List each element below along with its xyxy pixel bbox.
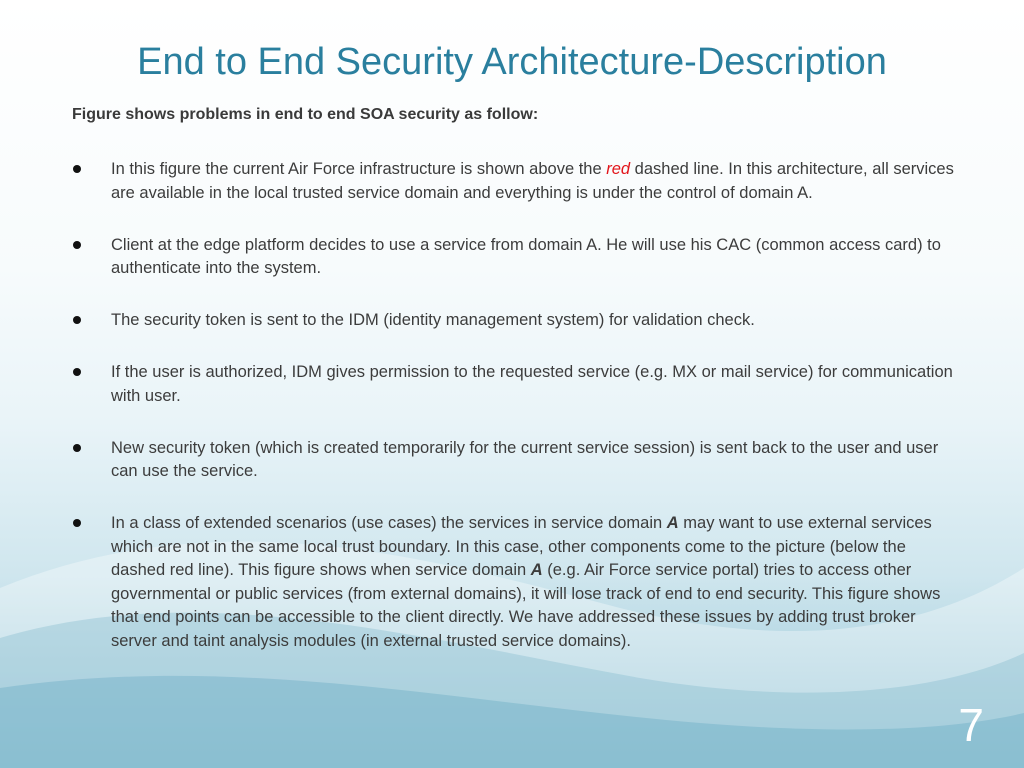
bullet-item-5 — [72, 437, 962, 484]
bullet-1-text-part-1: In this figure the current Air Force infrastructure is shown above the — [111, 160, 607, 178]
page-number: 7 — [958, 699, 984, 751]
bullet-3-text: The security token is sent to the IDM (identity management system) for validation check. — [111, 311, 755, 329]
bullet-dot-icon — [73, 165, 81, 173]
slide-title: End to End Security Architecture-Description — [137, 41, 887, 83]
bullet-5-text: New security token (which is created temporarily for the current service session) is sent back to the user and user can use the service. — [111, 438, 939, 480]
bullet-item-1 — [72, 158, 962, 205]
bullet-6-text-part-3: (e.g. Air Force service portal) tries to access other governmental or public services (from external domains), it will lose track of end to end security. This figure shows that end points can be accessible to the client directly. We have addressed these issues by adding trust broker server and taint analysis modules (in external trusted service domains). — [111, 561, 941, 650]
bullet-1-red-word: red — [606, 160, 631, 178]
bullet-dot-icon — [73, 241, 81, 249]
bullet-4-text: If the user is authorized, IDM gives permission to the requested service (e.g. MX or mail service) for communication with user. — [111, 363, 953, 405]
bullet-6-domain-a-2: A — [530, 561, 543, 579]
bullet-dot-icon — [73, 444, 81, 452]
bullet-2-text: Client at the edge platform decides to use a service from domain A. He will use his CAC (common access card) to authenticate into the system. — [111, 235, 941, 277]
bullet-6-text-part-2: may want to use external services which are not in the same local trust boundary. In this case, other components come to the picture (below the dashed red line). This figure shows when service domain — [111, 514, 932, 579]
bullet-6-text-part-1: In a class of extended scenarios (use cases) the services in service domain — [111, 514, 667, 532]
intro-text: Figure shows problems in end to end SOA security as follow: — [72, 106, 539, 123]
bullet-item-4 — [72, 361, 962, 408]
bullet-item-2 — [72, 234, 962, 281]
bullet-6-domain-a-1: A — [666, 514, 679, 532]
bullet-dot-icon — [73, 519, 81, 527]
bullet-item-6 — [72, 512, 962, 653]
bullet-item-3 — [72, 309, 962, 333]
bullet-1-text-part-2: dashed line. In this architecture, all services are available in the local trusted service domain and everything is under the control of domain A. — [111, 160, 954, 202]
bullet-list — [72, 158, 962, 682]
bullet-dot-icon — [73, 368, 81, 376]
bullet-dot-icon — [73, 316, 81, 324]
